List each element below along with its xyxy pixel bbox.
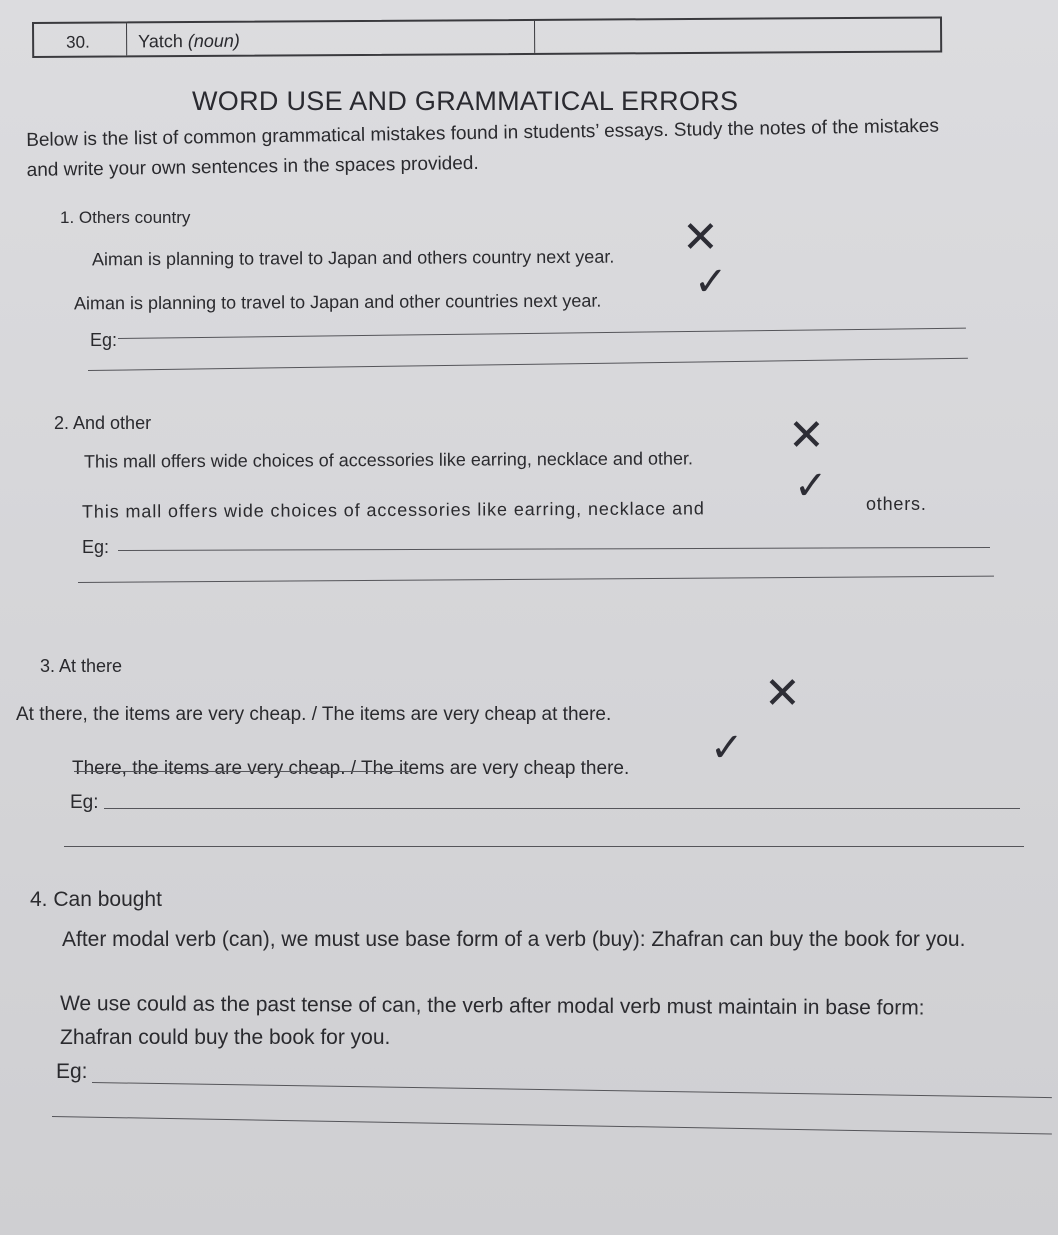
tick-mark-icon: ✓ <box>710 726 744 770</box>
item-3-strikethrough <box>74 771 412 772</box>
item-3-heading: 3. At there <box>40 656 123 676</box>
item-4-eg-label: Eg: <box>56 1060 88 1083</box>
cross-mark-icon: ✕ <box>764 669 801 718</box>
item-4-answer-line-2[interactable] <box>52 1116 1052 1134</box>
vocab-table-row <box>32 16 942 58</box>
item-4-heading: 4. Can bought <box>30 888 162 911</box>
item-3-wrong-sentence: At there, the items are very cheap. / The items are very cheap at there. <box>16 704 612 725</box>
item-1-answer-line-1[interactable] <box>118 328 966 339</box>
intro-text: Below is the list of common grammatical mistakes found in students’ essays. Study the notes of the mistakes and write your own sentences in the spaces provided. <box>26 115 940 181</box>
item-2-wrong-sentence: This mall offers wide choices of accessories like earring, necklace and other. <box>83 448 694 472</box>
answer-cell[interactable] <box>534 18 940 52</box>
item-2-answer-line-2[interactable] <box>78 576 994 583</box>
item-1-correct-sentence: Aiman is planning to travel to Japan and other countries next year. <box>73 290 602 314</box>
item-1-eg-label: Eg: <box>90 330 118 350</box>
page-title: WORD USE AND GRAMMATICAL ERRORS <box>192 86 739 116</box>
tick-mark-icon: ✓ <box>794 464 828 508</box>
item-2-correct-sentence-part-1: This mall offers wide choices of accessories like earring, necklace and <box>81 498 705 522</box>
item-4-note-2: We use could as the past tense of can, the verb after modal verb must maintain in base form: <box>59 992 925 1020</box>
item-3-answer-line-1[interactable] <box>104 808 1020 809</box>
item-2-answer-line-1[interactable] <box>118 547 990 551</box>
item-1-answer-line-2[interactable] <box>88 358 968 371</box>
tick-mark-icon: ✓ <box>694 260 728 304</box>
item-3-eg-label: Eg: <box>70 792 99 813</box>
item-2-eg-label: Eg: <box>82 537 110 557</box>
item-1-heading: 1. Others country <box>60 208 191 227</box>
item-3-correct-sentence: There, the items are very cheap. / The items are very cheap there. <box>72 758 630 779</box>
item-3-answer-line-2[interactable] <box>64 846 1024 847</box>
vocab-word: Yatch (noun) <box>138 30 240 52</box>
row-number: 30. <box>66 32 90 52</box>
item-2-heading: 2. And other <box>54 413 152 433</box>
cross-mark-icon: ✕ <box>682 213 719 262</box>
cross-mark-icon: ✕ <box>788 411 825 460</box>
word-cell <box>126 21 535 55</box>
item-4-note-1: After modal verb (can), we must use base form of a verb (buy): Zhafran can buy the book for you. <box>62 928 966 951</box>
item-2-correct-sentence-part-2: others. <box>866 494 927 514</box>
row-number-cell <box>34 23 127 56</box>
item-4-note-3: Zhafran could buy the book for you. <box>60 1026 391 1049</box>
item-4-answer-line-1[interactable] <box>92 1082 1052 1098</box>
item-1-wrong-sentence: Aiman is planning to travel to Japan and others country next year. <box>91 246 615 270</box>
